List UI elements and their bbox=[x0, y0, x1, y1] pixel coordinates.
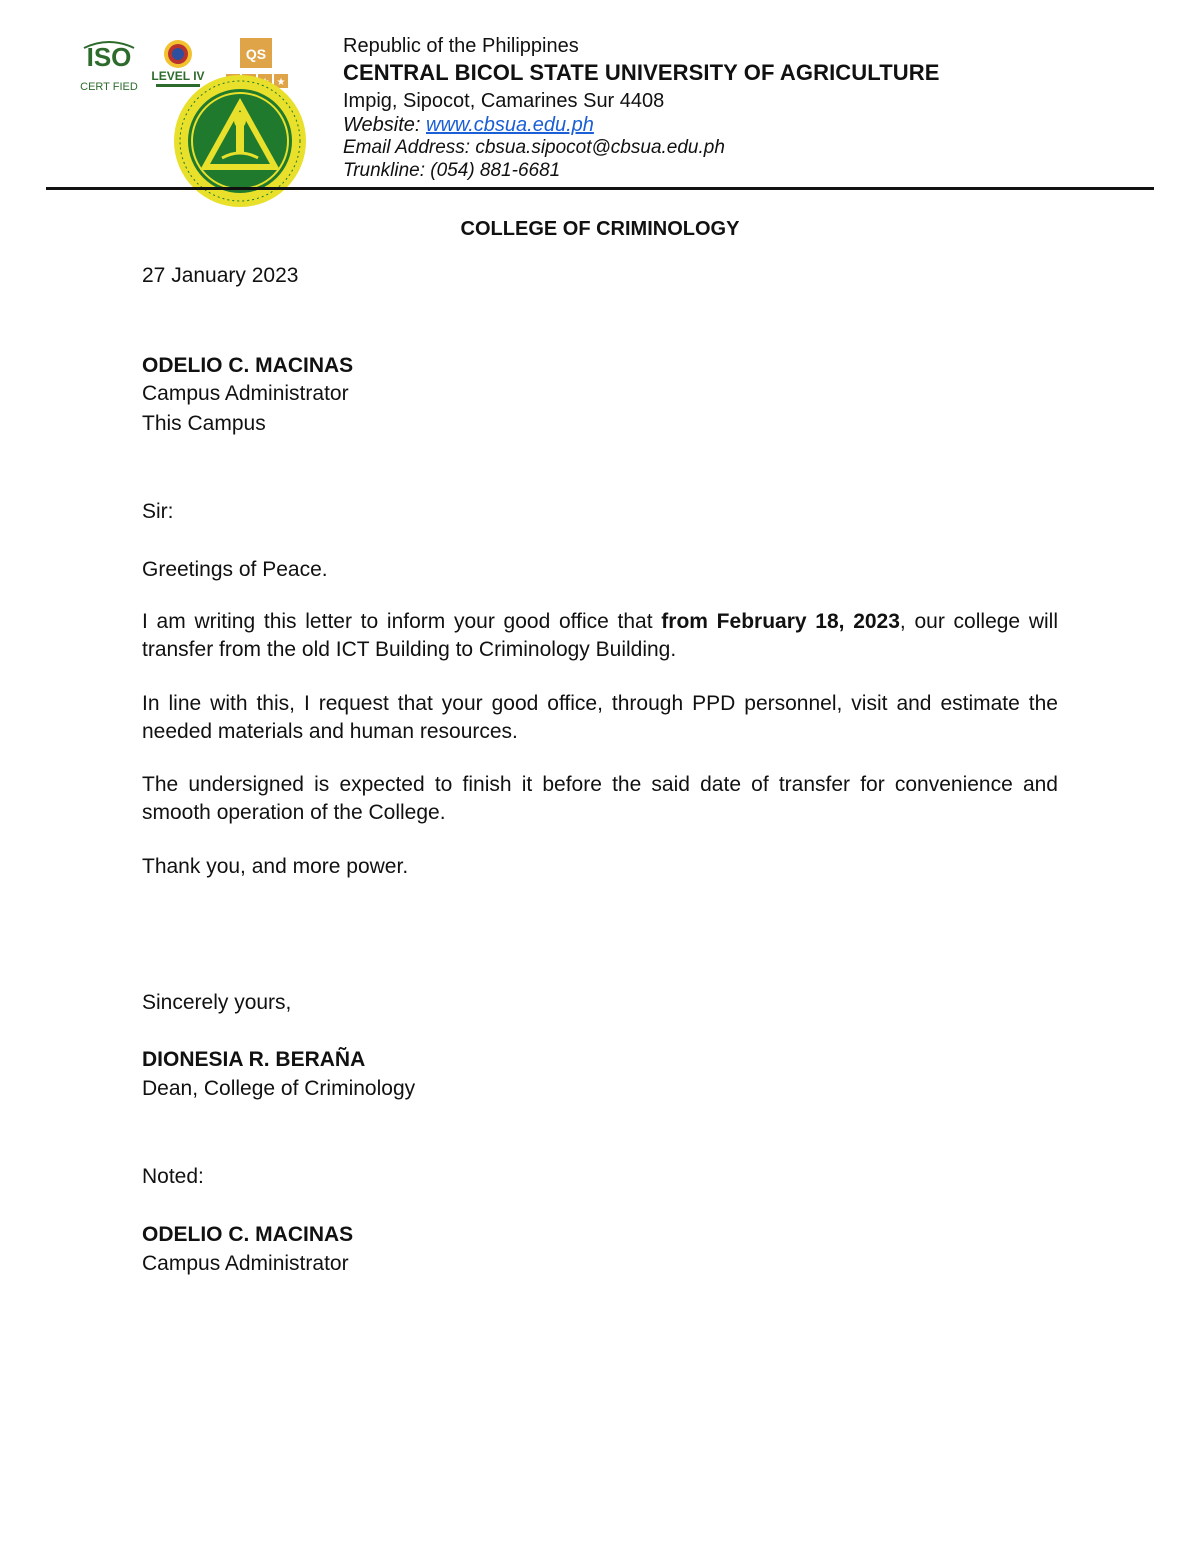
paragraph-transfer-notice bbox=[142, 608, 1058, 664]
website-link[interactable]: www.cbsua.edu.ph bbox=[426, 114, 594, 136]
header-email: Email Address: cbsua.sipocot@cbsua.edu.ph bbox=[343, 137, 725, 158]
college-title: COLLEGE OF CRIMINOLOGY bbox=[460, 218, 740, 240]
svg-text:★: ★ bbox=[276, 77, 286, 88]
noter-title: Campus Administrator bbox=[142, 1252, 349, 1275]
paragraph-1-bold-date: from February 18, 2023 bbox=[661, 610, 900, 633]
header-trunkline: Trunkline: (054) 881-6681 bbox=[343, 160, 561, 181]
noted-label: Noted: bbox=[142, 1165, 204, 1188]
header-address: Impig, Sipocot, Camarines Sur 4408 bbox=[343, 90, 665, 112]
letter-date: 27 January 2023 bbox=[142, 264, 299, 287]
paragraph-request: In line with this, I request that your good office, through PPD personnel, visit and estimate the needed materials and human resources. bbox=[142, 692, 1058, 743]
signer-title: Dean, College of Criminology bbox=[142, 1077, 416, 1100]
signer-name: DIONESIA R. BERAÑA bbox=[142, 1048, 366, 1071]
qs-logo-text: QS bbox=[245, 46, 267, 62]
greeting: Greetings of Peace. bbox=[142, 558, 328, 581]
thanks-line: Thank you, and more power. bbox=[142, 855, 409, 878]
header-website-label: Website: bbox=[343, 114, 426, 136]
paragraph-expectation: The undersigned is expected to finish it before the said date of transfer for convenience and smooth operation of the College. bbox=[142, 773, 1058, 824]
noter-name: ODELIO C. MACINAS bbox=[142, 1223, 354, 1246]
recipient-place: This Campus bbox=[142, 412, 266, 435]
header-university-name: CENTRAL BICOL STATE UNIVERSITY OF AGRICULTURE bbox=[343, 60, 940, 85]
header-republic: Republic of the Philippines bbox=[343, 35, 579, 57]
recipient-name: ODELIO C. MACINAS bbox=[142, 354, 354, 377]
closing: Sincerely yours, bbox=[142, 991, 292, 1014]
paragraph-1-after: , our college will transfer from the old ICT Building to Criminology Building. bbox=[142, 610, 1058, 661]
iso-logo-text: ISO bbox=[86, 42, 132, 72]
recipient-title: Campus Administrator bbox=[142, 382, 349, 405]
level-logo-text: LEVEL IV bbox=[151, 69, 205, 83]
iso-logo-subtext: CERT FIED bbox=[80, 81, 138, 93]
iso-certified-logo bbox=[78, 38, 140, 94]
header-website bbox=[343, 114, 594, 136]
paragraph-1-before: I am writing this letter to inform your good office that bbox=[142, 610, 662, 633]
salutation: Sir: bbox=[142, 500, 174, 523]
header-divider bbox=[46, 187, 1154, 190]
